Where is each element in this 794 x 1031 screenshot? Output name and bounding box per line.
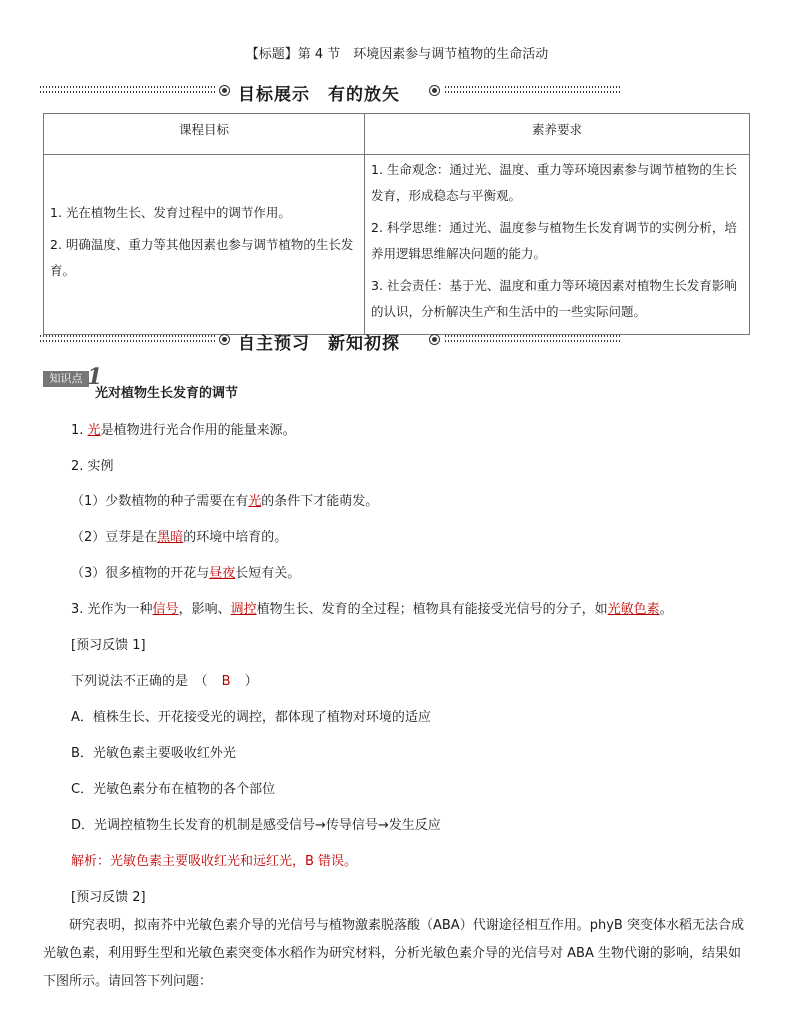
item-1: 1. 光是植物进行光合作用的能量来源。 [71,423,296,438]
banner-dots-right [445,86,620,95]
list-item: 2. 科学思维：通过光、温度参与植物生长发育调节的实例分析，培养用逻辑思维解决问题的能力。 [371,220,737,261]
fill-blank: 光 [248,494,262,509]
section-banner-preview [40,329,620,354]
fill-blank: 光 [87,423,101,438]
option-c: C．光敏色素分布在植物的各个部位 [71,782,276,797]
banner-dots-right [445,335,620,344]
fill-blank: 信号 [152,602,179,617]
explanation: 解析：光敏色素主要吸收红光和远红光，B 错误。 [71,854,358,869]
knowledge-point-title: 光对植物生长发育的调节 [95,386,239,401]
table-row [44,155,750,335]
literacy-cell [365,155,750,335]
list-item: 1. 生命观念：通过光、温度、重力等环境因素参与调节植物的生长发育，形成稳态与平衡观。 [371,162,737,203]
banner-dots-left [40,86,215,95]
option-b: B．光敏色素主要吸收红外光 [71,746,236,761]
fill-blank: 光敏色素 [607,602,660,617]
table-header-literacy: 素养要求 [365,114,750,155]
fill-blank: 调控 [230,602,257,617]
example-2: （2）豆芽是在黑暗的环境中培育的。 [71,530,288,545]
example-1: （1）少数植物的种子需要在有光的条件下才能萌发。 [71,494,379,509]
banner-circle-icon [219,85,230,96]
list-item: 3. 社会责任：基于光、温度和重力等环境因素对植物生长发育影响的认识，分析解决生产和生活中的一些实际问题。 [371,278,737,319]
item-3: 3. 光作为一种信号，影响、调控植物生长、发育的全过程；植物具有能接受光信号的分子，如光敏色素。 [71,602,673,617]
feedback-2-text: 研究表明，拟南芥中光敏色素介导的光信号与植物激素脱落酸（ABA）代谢途径相互作用。phyB 突变体水稻无法合成光敏色素，利用野生型和光敏色素突变体水稻作为研究材料，分析光敏色素介导的光信号对 ABA 生物代谢的影响，结果如下图所示。请回答下列问题： [43,918,744,989]
banner-title: 自主预习 新知初探 [238,334,400,354]
section-banner-goals [40,80,620,105]
goals-table [43,113,750,335]
banner-dots-left [40,335,215,344]
feedback-2-label: [预习反馈 2] [71,890,146,905]
list-item: 1. 光在植物生长、发育过程中的调节作用。 [50,204,291,220]
answer-letter: B [221,674,231,689]
knowledge-point-label: 知识点 [43,371,89,387]
page-title: 【标题】第 4 节 环境因素参与调节植物的生命活动 [245,47,549,62]
fill-blank: 黑暗 [157,530,184,545]
table-header-row [44,114,750,155]
course-goals-cell [44,155,365,335]
feedback-1-question: 下列说法不正确的是 （ B ） [71,674,258,689]
knowledge-point-number: 1 [87,364,103,390]
table-header-course-goals: 课程目标 [44,114,365,155]
list-item: 2. 明确温度、重力等其他因素也参与调节植物的生长发育。 [50,236,354,278]
fill-blank: 昼夜 [209,566,236,581]
banner-circle-icon [429,334,440,345]
option-a: A．植株生长、开花接受光的调控，都体现了植物对环境的适应 [71,710,431,725]
feedback-1-label: [预习反馈 1] [71,638,146,653]
banner-circle-icon [219,334,230,345]
banner-circle-icon [429,85,440,96]
item-2: 2. 实例 [71,459,114,474]
example-3: （3）很多植物的开花与昼夜长短有关。 [71,566,301,581]
banner-title: 目标展示 有的放矢 [238,85,400,105]
option-d: D．光调控植物生长发育的机制是感受信号→传导信号→发生反应 [71,818,441,833]
